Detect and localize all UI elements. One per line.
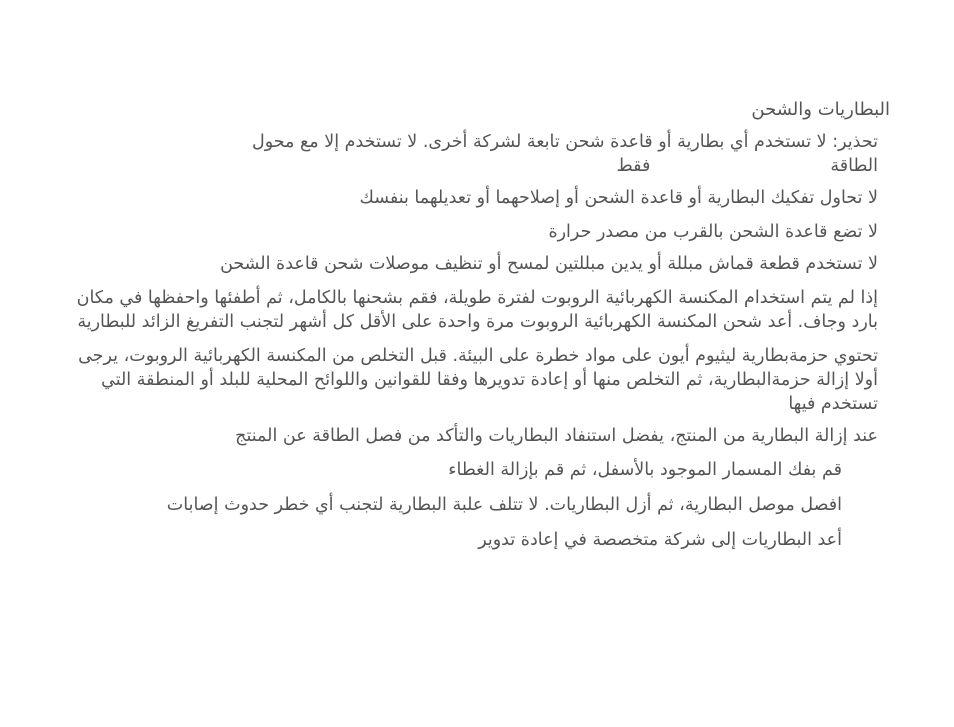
document-body <box>60 98 890 563</box>
warning-line-1: تحذير: لا تستخدم أي بطارية أو قاعدة شحن تابعة لشركة أخرى. لا تستخدم إلا مع محول <box>251 132 878 152</box>
step-remove-cover: قم بفك المسمار الموجود بالأسفل، ثم قم بإزالة الغطاء <box>448 460 842 480</box>
item-wet-cloth: لا تستخدم قطعة قماش مبللة أو يدين مبللتين لمسح أو تنظيف موصلات شحن قاعدة الشحن <box>220 254 878 274</box>
warning-line-2 <box>60 154 878 178</box>
item-battery-removal: عند إزالة البطارية من المنتج، يفضل استنفاد البطاريات والتأكد من فصل الطاقة عن المنتج <box>235 426 878 446</box>
item-do-not-disassemble: لا تحاول تفكيك البطارية أو قاعدة الشحن أو إصلاحهما أو تعديلهما بنفسك <box>359 188 878 208</box>
item-heat-source: لا تضع قاعدة الشحن بالقرب من مصدر حرارة <box>548 222 878 242</box>
warning-word-power: الطاقة <box>830 156 878 176</box>
warning-paragraph <box>60 130 890 178</box>
item-long-storage: إذا لم يتم استخدام المكنسة الكهربائية الروبوت لفترة طويلة، فقم بشحنها بالكامل، ثم أطفئها واحفظها في مكان بارد وجاف. أعد شحن المكنسة الكهربائية الروبوت مرة واحدة على الأقل كل أشهر لتجنب التفريغ الزائد للبطارية <box>76 288 878 332</box>
removal-steps <box>60 458 890 552</box>
item-hazardous-materials: تحتوي حزمةبطارية ليثيوم أيون على مواد خطرة على البيئة. قبل التخلص من المكنسة الكهربائية الروبوت، يرجى أولا إزالة حزمةالبطارية، ثم التخلص منها أو إعادة تدويرها وفقا للقوانين واللوائح المحلية للبلد أو المنطقة التي تستخدم فيها <box>78 346 878 414</box>
step-disconnect-battery: افصل موصل البطارية، ثم أزل البطاريات. لا تتلف علبة البطارية لتجنب أي خطر حدوث إصابات <box>166 495 842 515</box>
step-recycle: أعد البطاريات إلى شركة متخصصة في إعادة تدوير <box>478 530 842 550</box>
warning-word-only: فقط <box>616 156 651 176</box>
section-title: البطاريات والشحن <box>751 99 890 120</box>
